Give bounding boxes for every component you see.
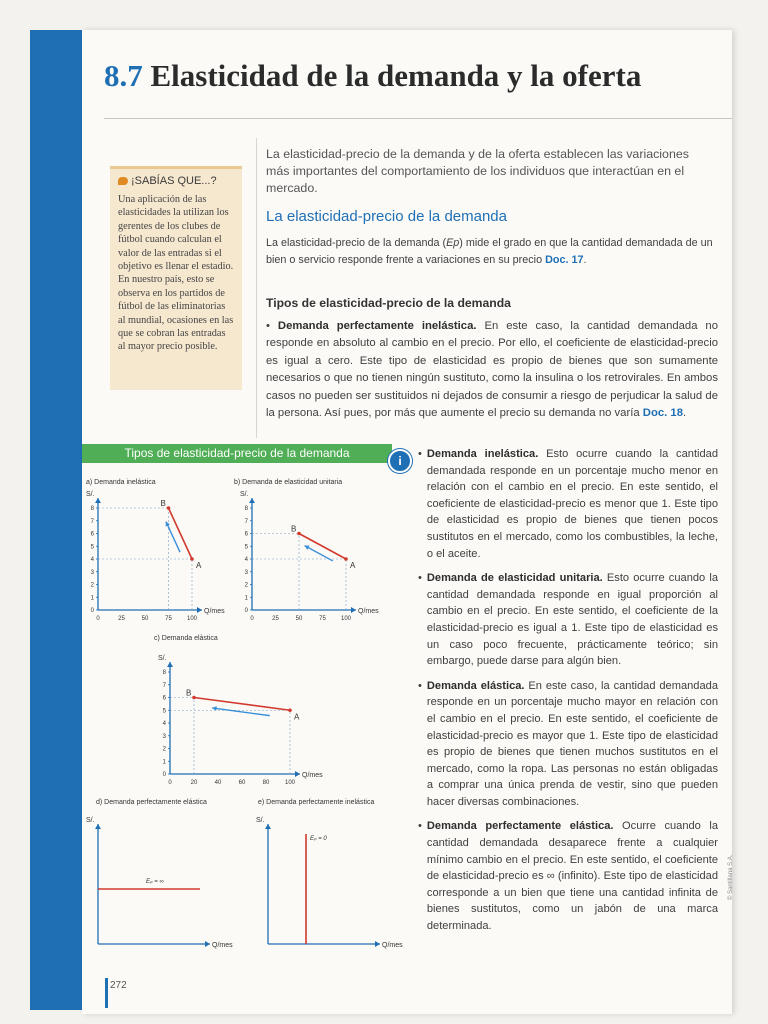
x-axis-arrow-2	[295, 771, 300, 777]
point-0	[167, 506, 171, 510]
page-number: 272	[110, 980, 127, 991]
left-blue-band	[30, 30, 82, 1010]
bullet-perfectly-elastic: • Demanda perfectamente elástica. Ocurre cuando la cantidad demandada desaparece frente a cualquier mínimo cambio en el precio. En este sentido, el coeficiente de elasticidad-precio es ∞ (infinito). Este tipo de elasticidad corresponde a un bien que tiene una cantidad infinita de bienes sustitutos, como un jabón de una marca determinada.	[418, 820, 718, 933]
y-axis-label-2: S/.	[158, 655, 167, 662]
y-tick-1: 2	[244, 582, 248, 589]
column-divider	[256, 138, 257, 438]
sabias-que-box	[110, 166, 242, 390]
annotation-3: Eₚ = ∞	[146, 879, 164, 885]
y-axis-label-4: S/.	[256, 817, 265, 824]
y-tick-1: 4	[244, 557, 248, 563]
y-axis-arrow-1	[249, 498, 255, 503]
chart-title-4: e) Demanda perfectamente inelástica	[258, 799, 375, 806]
doc-18-ref[interactable]: Doc. 18	[642, 407, 683, 420]
y-axis-arrow-2	[167, 662, 173, 667]
y-tick-1: 0	[244, 608, 248, 614]
elasticity-figure	[82, 444, 404, 974]
y-tick-2: 5	[162, 708, 166, 715]
y-tick-2: 6	[162, 695, 166, 702]
y-tick-0: 8	[90, 506, 94, 512]
x-tick-2: 100	[284, 780, 296, 786]
section-p-post: ) mide el grado en que la cantidad demandada de un bien o servicio responde frente a variaciones en su precio	[266, 237, 713, 266]
x-tick-2: 80	[262, 780, 270, 786]
y-axis-arrow-3	[95, 824, 101, 829]
x-tick-2: 40	[214, 780, 222, 786]
point-1	[344, 557, 348, 561]
point-label-1: B	[291, 524, 297, 534]
page-title	[104, 58, 641, 94]
y-tick-0: 2	[90, 582, 94, 589]
intro-paragraph: La elasticidad-precio de la demanda y de la oferta establecen las variaciones más importantes del comportamiento de los individuos que interactúan en el mercado.	[266, 147, 689, 195]
x-axis-arrow-0	[197, 607, 202, 613]
point-label-2: B	[186, 688, 192, 698]
y-tick-0: 7	[90, 518, 94, 525]
x-tick-2: 0	[168, 780, 172, 786]
movement-arrow-1	[305, 546, 333, 561]
y-tick-0: 4	[90, 557, 94, 563]
bullet-text: Esto ocurre cuando la cantidad demandada responde en un porcentaje mucho menor en relación con el cambio en el precio. En este sentido, el coeficiente de elasticidad-precio es menor que 1. Este tipo de elasticidad es propio de bienes que tienen pocos sustitutos en el mercado, como los combustibles, la leche, o el aceite.	[426, 448, 718, 560]
x-axis-label-4: Q/mes	[382, 942, 403, 949]
bullet-text: En este caso, la cantidad demandada no responde en absoluto al cambio en el precio. Por ello, el coeficiente de elasticidad-precio es igual a cero. Este tipo de elasticidad es propio de bienes que son sumamente necesarios o que no tienen ningún sustituto, como la insulina o los retrovirales. En ambos casos no pueden ser sustituidos ni dejados de consumir a riesgo de perjudicar la salud de la persona. Así pues, por más que aumente el precio su demanda no varía	[266, 320, 718, 420]
x-tick-1: 0	[250, 616, 254, 622]
bullet-perfectly-inelastic: • Demanda perfectamente inelástica. En este caso, la cantidad demandada no responde en absoluto al cambio en el precio. Por ello, el coeficiente de elasticidad-precio es igual a cero. Este tipo de elasticidad es propio de bienes que son sumamente necesarios o que no tienen ningún sustituto, como la insulina o los retrovirales. En ambos casos no pueden ser sustituidos ni dejados de consumir a riesgo de perjudicar la salud de la persona. Así pues, por más que aumente el precio su demanda no varía Doc. 18.	[266, 320, 718, 420]
x-tick-1: 50	[295, 616, 303, 622]
y-tick-2: 0	[162, 772, 166, 778]
bullet-elastic: • Demanda elástica. En este caso, la cantidad demandada responde en un porcentaje mucho mayor en relación con el cambio en el precio. En este sentido, el coeficiente de elasticidad-precio es mayor que 1. Este tipo de elasticidad es propio de bienes que tienen muchos sustitutos en el mercado, como la ropa. Las personas no están obligadas a comprar una única prenda de vestir, sino que pueden hacer diversas combinaciones.	[418, 679, 718, 808]
chart-title-3: d) Demanda perfectamente elástica	[96, 799, 207, 806]
point-label-0: B	[160, 499, 166, 508]
x-tick-0: 100	[186, 616, 198, 622]
y-tick-0: 0	[90, 608, 94, 614]
right-column	[418, 446, 718, 943]
y-tick-0: 1	[90, 595, 94, 602]
ep-abbrev: Ep	[446, 237, 460, 249]
y-axis-arrow-4	[265, 824, 271, 829]
section-number: 8.7	[104, 58, 143, 93]
movement-arrow-2	[212, 708, 270, 716]
bullet-lead: Demanda perfectamente elástica.	[426, 820, 614, 833]
y-tick-2: 2	[162, 746, 166, 753]
point-1	[297, 532, 301, 536]
x-axis-label-1: Q/mes	[358, 608, 379, 615]
section-heading: La elasticidad-precio de la demanda	[266, 208, 507, 225]
bullet-inelastic: • Demanda inelástica. Esto ocurre cuando la cantidad demandada responde en un porcentaje mucho menor en relación con el cambio en el precio. En este sentido, el coeficiente de elasticidad-precio es menor que 1. Este tipo de elasticidad es propio de bienes que tienen pocos sustitutos en el mercado, como los combustibles, la leche, o el aceite.	[418, 448, 718, 560]
point-2	[192, 696, 196, 700]
sabias-heading	[118, 175, 234, 187]
x-tick-1: 75	[319, 616, 326, 622]
x-axis-label-2: Q/mes	[302, 772, 323, 779]
movement-arrow-0	[166, 522, 180, 553]
bullet-lead: Demanda de elasticidad unitaria.	[426, 572, 603, 585]
chart-title-2: c) Demanda elástica	[154, 635, 218, 642]
annotation-4: Eₚ = 0	[310, 836, 327, 842]
y-tick-2: 8	[162, 670, 166, 676]
x-tick-0: 25	[118, 616, 125, 622]
y-axis-arrow-0	[95, 498, 101, 503]
bullet-lead: Demanda elástica.	[426, 679, 525, 692]
page-number-bar	[105, 978, 108, 1008]
point-0	[190, 557, 194, 561]
bullet-lead: Demanda inelástica.	[426, 448, 539, 460]
y-axis-label-0: S/.	[86, 491, 95, 498]
sabias-body: Una aplicación de las elasticidades la utilizan los gerentes de los clubes de fútbol cuando calculan el valor de las entradas si el objetivo es llenar el estadio. En nuestro país, esto se observa en los partidos de fútbol de las eliminatorias al mundial, ocasiones en las que se cobran las entradas al mayor precio posible.	[118, 194, 234, 353]
bullet-unitary: • Demanda de elasticidad unitaria. Esto ocurre cuando la cantidad demandada responde en igual proporción al cambio en el precio. En este sentido, el coeficiente de la elasticidad-precio es igual a 1. Este tipo de elasticidad es un caso poco frecuente, prácticamente teórico; sin embargo, puede darse para algún bien.	[418, 572, 718, 668]
y-tick-1: 7	[244, 518, 248, 525]
x-tick-2: 20	[190, 780, 198, 786]
doc-17-ref[interactable]: Doc. 17	[545, 254, 584, 266]
bullet-lead: Demanda perfectamente inelástica.	[277, 320, 477, 332]
y-tick-2: 3	[162, 733, 166, 740]
y-tick-0: 6	[90, 531, 94, 538]
figure-title: Tipos de elasticidad-precio de la demanda	[82, 444, 392, 463]
x-axis-label-3: Q/mes	[212, 942, 233, 949]
point-2	[288, 708, 292, 712]
point-label-2: A	[294, 712, 300, 722]
x-tick-0: 75	[165, 616, 172, 622]
x-tick-2: 60	[238, 780, 246, 786]
y-tick-2: 4	[162, 721, 166, 727]
types-heading: Tipos de elasticidad-precio de la demanda	[266, 296, 511, 310]
chart-title-1: b) Demanda de elasticidad unitaria	[234, 479, 343, 486]
info-icon[interactable]: i	[388, 449, 412, 473]
section-p-pre: La elasticidad-precio de la demanda (	[266, 237, 447, 249]
point-label-0: A	[196, 561, 202, 570]
x-axis-arrow-3	[205, 941, 210, 947]
y-tick-2: 7	[162, 682, 166, 689]
point-label-1: A	[350, 561, 356, 570]
y-tick-1: 6	[244, 531, 248, 538]
demand-line-2	[194, 698, 290, 711]
copyright: © Santillana S.A.	[728, 854, 734, 900]
x-tick-0: 50	[141, 616, 149, 622]
y-tick-0: 3	[90, 569, 94, 576]
title-divider	[104, 118, 732, 119]
y-tick-1: 1	[244, 595, 248, 602]
bullet-text: Ocurre cuando la cantidad demandada desaparece frente a cualquier mínimo cambio en el precio. En este sentido, el coeficiente de elasticidad-precio es ∞ (infinito). Este tipo de elasticidad corresponde a un bien que tiene una cantidad infinita de bienes sustitutos, como un jabón de una marca determinada.	[426, 820, 718, 933]
x-axis-arrow-4	[375, 941, 380, 947]
section-paragraph: La elasticidad-precio de la demanda (Ep) mide el grado en que la cantidad demandada de un bien o servicio responde frente a variaciones en su precio Doc. 17.	[266, 237, 713, 266]
charts-svg	[82, 444, 404, 974]
x-tick-0: 0	[96, 616, 100, 622]
x-axis-label-0: Q/mes	[204, 608, 225, 615]
y-axis-label-3: S/.	[86, 817, 95, 824]
bullet-text: Esto ocurre cuando la cantidad demandada responde en igual proporción al cambio en el precio. En este sentido, el coeficiente de la elasticidad-precio es igual a 1. Este tipo de elasticidad es un caso poco frecuente, prácticamente teórico; sin embargo, puede darse para algún bien.	[426, 572, 718, 668]
chart-title-0: a) Demanda inelástica	[86, 479, 156, 486]
y-tick-2: 1	[162, 759, 166, 766]
speech-bubble-icon	[118, 177, 128, 185]
y-tick-1: 5	[244, 544, 248, 551]
x-axis-arrow-1	[351, 607, 356, 613]
sabias-heading-text: ¡SABÍAS QUE...?	[131, 175, 217, 187]
y-tick-1: 3	[244, 569, 248, 576]
x-tick-1: 100	[340, 616, 352, 622]
x-tick-1: 25	[272, 616, 279, 622]
y-tick-0: 5	[90, 544, 94, 551]
y-axis-label-1: S/.	[240, 491, 249, 498]
title-text: Elasticidad de la demanda y la oferta	[150, 58, 642, 93]
y-tick-1: 8	[244, 506, 248, 512]
bullet-text: En este caso, la cantidad demandada responde en un porcentaje mucho mayor en relación con el cambio en el precio. En este sentido, el coeficiente de elasticidad-precio es mayor que 1. Este tipo de elasticidad es propio de bienes que tienen muchos sustitutos en el mercado, como la ropa. Las personas no están obligadas a comprar una única prenda de vestir, sino que pueden hacer diversas combinaciones.	[426, 679, 718, 808]
